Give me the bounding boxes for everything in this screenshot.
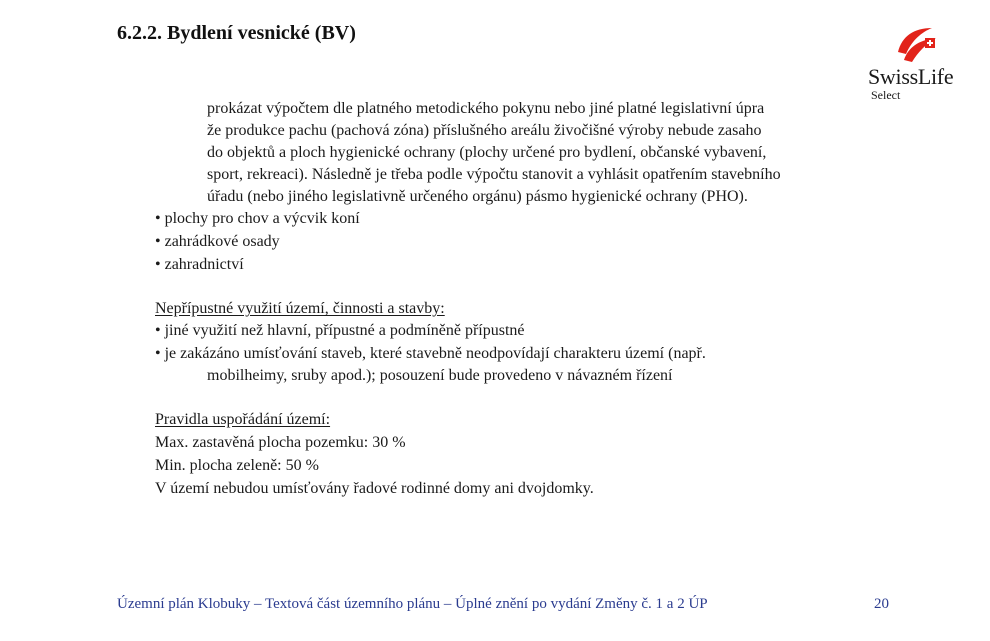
- allowed-list-item: • plochy pro chov a výcvik koní: [155, 210, 360, 227]
- continuation-line: do objektů a ploch hygienické ochrany (plochy určené pro bydlení, občanské vybavení,: [207, 144, 767, 161]
- continuation-line: že produkce pachu (pachová zóna) příslušného areálu živočišné výroby nebude zasaho: [207, 122, 762, 139]
- rule-max-built-area: Max. zastavěná plocha pozemku: 30 %: [155, 434, 406, 451]
- prohibited-use-title: Nepřípustné využití území, činnosti a stavby:: [155, 300, 445, 317]
- prohibited-list-item-continuation: mobilheimy, sruby apod.); posouzení bude provedeno v návazném řízení: [207, 367, 673, 384]
- logo-name: SwissLife: [868, 64, 954, 89]
- prohibited-list-item: • jiné využití než hlavní, přípustné a podmíněně přípustné: [155, 322, 525, 339]
- section-heading: 6.2.2. Bydlení vesnické (BV): [117, 22, 356, 44]
- logo-subtitle: Select: [871, 88, 901, 102]
- continuation-line: prokázat výpočtem dle platného metodického pokynu nebo jiné platné legislativní úpra: [207, 100, 765, 117]
- layout-rules-title: Pravidla uspořádání území:: [155, 411, 331, 428]
- prohibited-list-item: • je zakázáno umísťování staveb, které stavebně neodpovídají charakteru území (např.: [155, 345, 706, 362]
- continuation-line: úřadu (nebo jiného legislativně určeného orgánu) pásmo hygienické ochrany (PHO).: [207, 188, 748, 205]
- continuation-line: sport, rekreaci). Následně je třeba podle výpočtu stanovit a vyhlásit opatřením stavebního: [207, 166, 781, 183]
- rule-no-row-houses: V území nebudou umísťovány řadové rodinné domy ani dvojdomky.: [155, 480, 594, 497]
- rule-min-green-area: Min. plocha zeleně: 50 %: [155, 457, 319, 474]
- page-footer: Územní plán Klobuky – Textová část územního plánu – Úplné znění po vydání Změny č. 1 a 2 ÚP: [117, 596, 708, 612]
- allowed-list-item: • zahradnictví: [155, 256, 244, 273]
- allowed-list-item: • zahrádkové osady: [155, 233, 280, 250]
- page-number: 20: [874, 596, 889, 612]
